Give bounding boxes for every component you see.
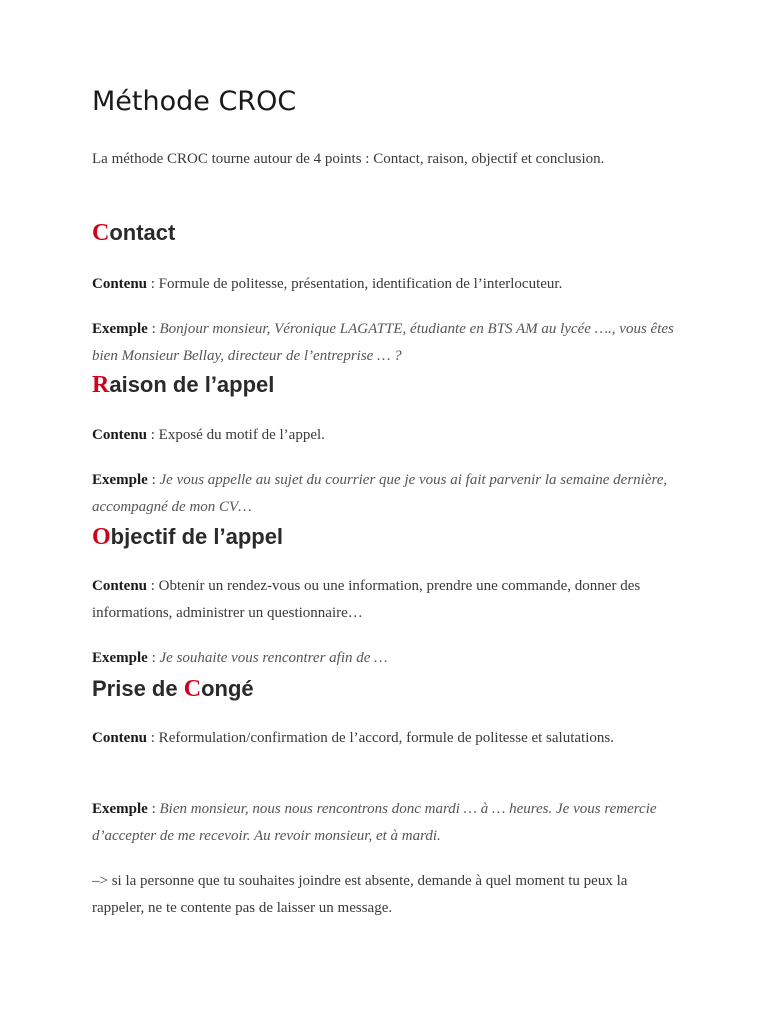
exemple-label: Exemple bbox=[92, 321, 148, 337]
heading-initial: C bbox=[183, 676, 202, 702]
contenu-label: Contenu bbox=[92, 427, 148, 443]
exemple-label: Exemple bbox=[92, 801, 148, 817]
heading-rest: ongé bbox=[201, 676, 254, 701]
section-heading-conge bbox=[92, 676, 254, 703]
section-heading-objectif bbox=[92, 524, 283, 551]
heading-initial: R bbox=[92, 372, 110, 398]
exemple-paragraph bbox=[92, 645, 682, 672]
exemple-label: Exemple bbox=[92, 650, 148, 666]
contenu-label: Contenu bbox=[92, 578, 148, 594]
contenu-label: Contenu bbox=[92, 730, 148, 746]
contenu-text: : Obtenir un rendez-vous ou une information, prendre une commande, donner des informations, administrer un questionnaire… bbox=[92, 578, 641, 621]
contenu-text: : Exposé du motif de l’appel. bbox=[147, 427, 325, 443]
heading-rest: bjectif de l’appel bbox=[110, 524, 284, 549]
heading-prefix: Prise de bbox=[92, 676, 184, 701]
exemple-label: Exemple bbox=[92, 472, 148, 488]
section-heading-contact bbox=[92, 220, 175, 247]
contenu-text: : Formule de politesse, présentation, identification de l’interlocuteur. bbox=[147, 276, 563, 292]
exemple-sep: : bbox=[147, 801, 160, 817]
exemple-sep: : bbox=[147, 321, 160, 337]
exemple-text: Je vous appelle au sujet du courrier que je vous ai fait parvenir la semaine dernière, accompagné de mon CV… bbox=[92, 472, 668, 515]
heading-initial: O bbox=[92, 524, 111, 550]
exemple-paragraph bbox=[92, 467, 682, 521]
exemple-sep: : bbox=[147, 472, 160, 488]
contenu-paragraph bbox=[92, 271, 682, 298]
heading-initial: C bbox=[92, 220, 110, 246]
contenu-label: Contenu bbox=[92, 276, 148, 292]
exemple-text: Bonjour monsieur, Véronique LAGATTE, étudiante en BTS AM au lycée …., vous êtes bien Monsieur Bellay, directeur de l’entreprise … ? bbox=[92, 321, 674, 364]
intro-paragraph: La méthode CROC tourne autour de 4 points : Contact, raison, objectif et conclusion. bbox=[92, 151, 605, 167]
page-title: Méthode CROC bbox=[92, 86, 297, 117]
contenu-paragraph bbox=[92, 573, 682, 627]
exemple-sep: : bbox=[147, 650, 160, 666]
contenu-paragraph bbox=[92, 725, 682, 752]
heading-rest: aison de l’appel bbox=[109, 372, 275, 397]
exemple-paragraph bbox=[92, 316, 682, 370]
exemple-text: Je souhaite vous rencontrer afin de … bbox=[159, 650, 388, 666]
contenu-text: : Reformulation/confirmation de l’accord, formule de politesse et salutations. bbox=[147, 730, 614, 746]
heading-rest: ontact bbox=[109, 220, 176, 245]
note-paragraph: –> si la personne que tu souhaites joindre est absente, demande à quel moment tu peux la rappeler, ne te contente pas de laisser un message. bbox=[92, 873, 628, 916]
exemple-text: Bien monsieur, nous nous rencontrons donc mardi … à … heures. Je vous remercie d’accepter de me recevoir. Au revoir monsieur, et à mardi. bbox=[92, 801, 657, 844]
exemple-paragraph bbox=[92, 796, 682, 850]
section-heading-raison bbox=[92, 372, 274, 399]
contenu-paragraph bbox=[92, 422, 682, 449]
